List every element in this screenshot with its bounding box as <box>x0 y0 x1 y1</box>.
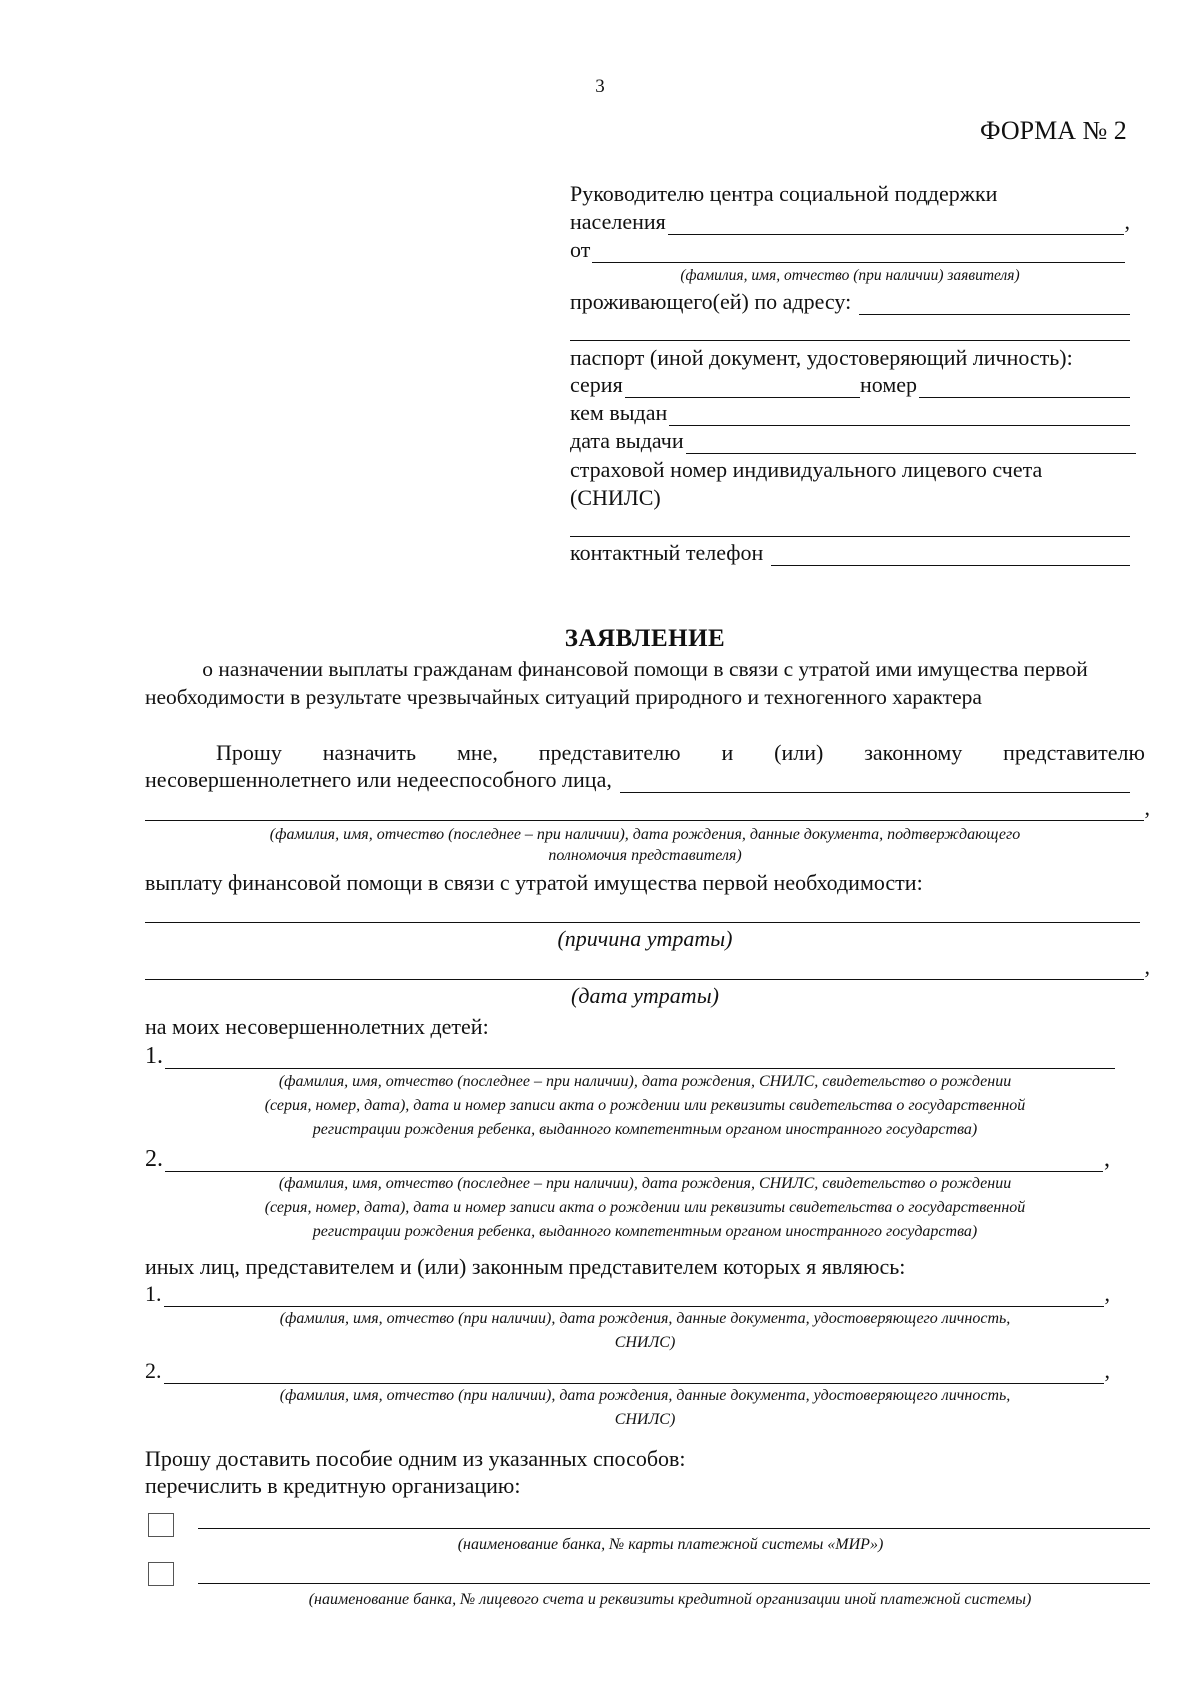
applicant-name-input[interactable] <box>592 242 1125 263</box>
other1-note-line1: (фамилия, имя, отчество (при наличии), дата рождения, данные документа, удостоверяющего личность, <box>279 1310 1011 1327</box>
child2-note-line3: регистрации рождения ребенка, выданного компетентным органом иностранного государства) <box>312 1223 978 1240</box>
phone-field[interactable] <box>570 540 1130 566</box>
other1-number: 1. <box>145 1281 162 1306</box>
child1-number: 1. <box>145 1043 163 1069</box>
center-name-field[interactable] <box>570 209 1130 235</box>
address-input-line2[interactable] <box>570 340 1130 341</box>
request-word: и <box>721 740 734 765</box>
request-word: представителю <box>538 740 681 765</box>
issued-by-field[interactable] <box>570 400 1130 426</box>
representative-note-line2: полномочия представителя) <box>548 847 742 864</box>
other1-input[interactable] <box>164 1286 1104 1307</box>
request-word: представителю <box>1003 740 1145 765</box>
issue-date-field[interactable] <box>570 428 1136 454</box>
child2-input[interactable] <box>165 1151 1103 1172</box>
request-word: мне, <box>456 740 498 765</box>
child1-note-line2: (серия, номер, дата), дата и номер записи акта о рождении или реквизиты свидетельства о государственной <box>264 1097 1026 1114</box>
child1-input[interactable] <box>165 1048 1115 1069</box>
page-number: 3 <box>595 76 605 97</box>
request-word: Прошу <box>216 740 282 765</box>
other2-input[interactable] <box>164 1363 1104 1384</box>
request-word: законному <box>864 740 963 765</box>
representative-field[interactable] <box>145 767 1130 793</box>
child1-note-line1: (фамилия, имя, отчество (последнее – при наличии), дата рождения, СНИЛС, свидетельство о рождении <box>278 1073 1012 1090</box>
representative-field-line2[interactable] <box>145 795 1150 821</box>
number-input[interactable] <box>919 377 1130 398</box>
loss-date-input[interactable] <box>145 959 1144 980</box>
phone-input[interactable] <box>771 545 1130 566</box>
children-label: на моих несовершеннолетних детей: <box>145 1014 489 1039</box>
address-input[interactable] <box>859 294 1130 315</box>
bank-mir-checkbox[interactable] <box>148 1513 174 1537</box>
request-word: (или) <box>774 740 824 765</box>
series-input[interactable] <box>625 377 860 398</box>
representative-note-line1: (фамилия, имя, отчество (последнее – при наличии), дата рождения, данные документа, подтверждающего <box>269 826 1021 843</box>
child2-note-line1: (фамилия, имя, отчество (последнее – при наличии), дата рождения, СНИЛС, свидетельство о рождении <box>278 1175 1012 1192</box>
series-label: серия <box>570 372 623 397</box>
center-name-input[interactable] <box>668 214 1124 235</box>
subtitle-line2: необходимости в результате чрезвычайных ситуаций природного и техногенного характера <box>145 685 982 709</box>
address-label: проживающего(ей) по адресу: <box>570 289 852 314</box>
request-line2: несовершеннолетнего или недееспособного лица, <box>145 767 612 792</box>
bank-other-checkbox[interactable] <box>148 1562 174 1586</box>
issue-date-label: дата выдачи <box>570 428 684 453</box>
child1-note-line3: регистрации рождения ребенка, выданного компетентным органом иностранного государства) <box>312 1121 978 1138</box>
child2-field[interactable] <box>145 1146 1110 1172</box>
applicant-name-field[interactable] <box>570 237 1125 263</box>
request-line1 <box>216 740 1145 766</box>
representative-input[interactable] <box>620 772 1130 793</box>
issued-by-label: кем выдан <box>570 400 668 425</box>
other1-field[interactable] <box>145 1281 1110 1307</box>
series-field[interactable] <box>570 372 860 398</box>
comma: , <box>1104 1146 1110 1172</box>
child1-field[interactable] <box>145 1043 1115 1069</box>
comma: , <box>1104 1358 1110 1383</box>
loss-reason-input[interactable] <box>145 922 1140 923</box>
delivery-label: Прошу доставить пособие одним из указанных способов: <box>145 1446 686 1471</box>
addressee-line1: Руководителю центра социальной поддержки <box>570 181 998 206</box>
other2-field[interactable] <box>145 1358 1110 1384</box>
child2-note-line2: (серия, номер, дата), дата и номер записи акта о рождении или реквизиты свидетельства о государственной <box>264 1199 1026 1216</box>
bank-other-note: (наименование банка, № лицевого счета и реквизиты кредитной организации иной платежной системы) <box>308 1591 1032 1608</box>
from-label: от <box>570 237 591 262</box>
snils-label-line2: (СНИЛС) <box>570 485 661 510</box>
subtitle-line1: о назначении выплаты гражданам финансовой помощи в связи с утратой ими имущества первой <box>202 657 1088 681</box>
comma: , <box>1144 954 1150 979</box>
form-label: ФОРМА № 2 <box>980 116 1127 145</box>
child2-number: 2. <box>145 1146 163 1172</box>
applicant-name-note: (фамилия, имя, отчество (при наличии) заявителя) <box>680 267 1020 284</box>
comma: , <box>1124 209 1130 234</box>
number-label: номер <box>860 372 918 397</box>
comma: , <box>1104 1281 1110 1306</box>
bank-mir-note: (наименование банка, № карты платежной системы «МИР») <box>457 1536 884 1553</box>
loss-date-note: (дата утраты) <box>571 983 719 1008</box>
other2-note-line2: СНИЛС) <box>614 1411 676 1428</box>
transfer-label: перечислить в кредитную организацию: <box>145 1473 521 1498</box>
other2-number: 2. <box>145 1358 162 1383</box>
document-title: ЗАЯВЛЕНИЕ <box>564 625 726 652</box>
snils-label-line1: страховой номер индивидуального лицевого счета <box>570 457 1043 482</box>
center-label: населения <box>570 209 666 234</box>
snils-input[interactable] <box>570 536 1130 537</box>
loss-reason-note: (причина утраты) <box>557 926 733 951</box>
loss-date-field[interactable] <box>145 954 1150 980</box>
bank-other-input[interactable] <box>198 1583 1150 1584</box>
others-label: иных лиц, представителем и (или) законным представителем которых я являюсь: <box>145 1254 906 1279</box>
representative-input-line2[interactable] <box>145 800 1144 821</box>
comma: , <box>1144 795 1150 820</box>
payment-line: выплату финансовой помощи в связи с утратой имущества первой необходимости: <box>145 870 923 895</box>
passport-label: паспорт (иной документ, удостоверяющий личность): <box>570 345 1073 370</box>
issued-by-input[interactable] <box>669 405 1130 426</box>
issue-date-input[interactable] <box>686 433 1136 454</box>
number-field[interactable] <box>860 372 1130 398</box>
address-field[interactable] <box>570 289 1130 315</box>
request-word: назначить <box>322 740 417 765</box>
bank-mir-input[interactable] <box>198 1528 1150 1529</box>
other1-note-line2: СНИЛС) <box>614 1334 676 1351</box>
other2-note-line1: (фамилия, имя, отчество (при наличии), дата рождения, данные документа, удостоверяющего личность, <box>279 1387 1011 1404</box>
phone-label: контактный телефон <box>570 540 764 565</box>
